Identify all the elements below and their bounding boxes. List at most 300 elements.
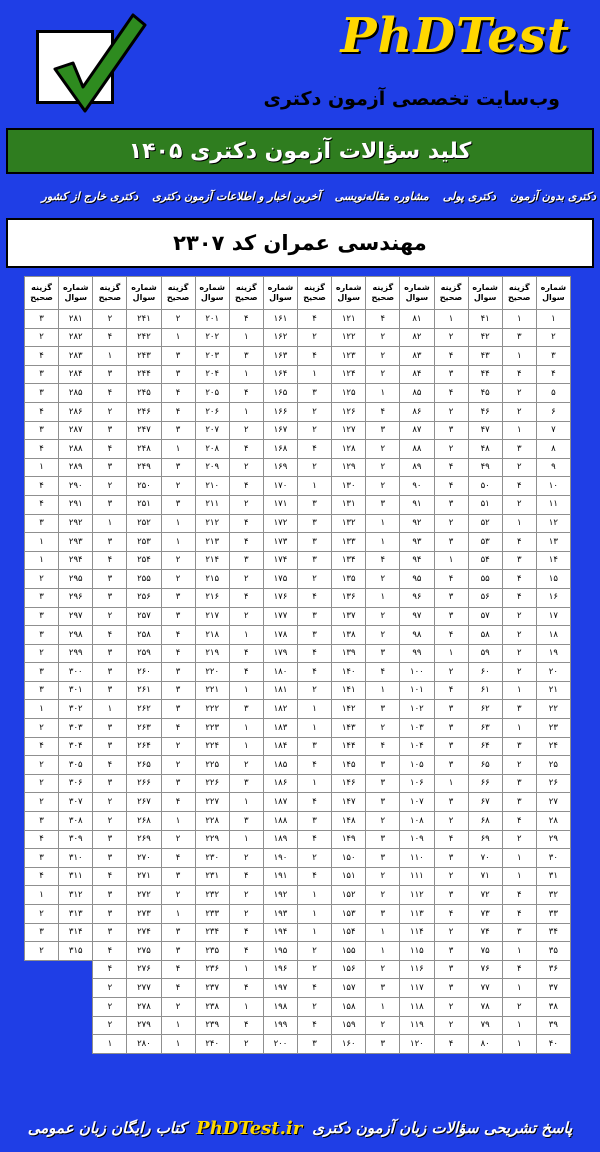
- correct-option-cell: ۲: [434, 402, 468, 421]
- correct-option-cell: ۳: [434, 421, 468, 440]
- question-number-cell: ۸۹: [400, 458, 434, 477]
- exam-title-box: [6, 218, 594, 268]
- correct-option-cell: ۳: [161, 347, 195, 366]
- correct-option-cell: ۴: [434, 830, 468, 849]
- nav-link[interactable]: آخرین اخبار و اطلاعات آزمون دکتری: [152, 190, 321, 203]
- question-number-cell: ۲۴۴: [127, 365, 161, 384]
- question-number-cell: ۲۰۱: [195, 310, 229, 329]
- question-number-cell: ۱۷۶: [263, 588, 297, 607]
- question-number-cell: ۵۲: [468, 514, 502, 533]
- correct-option-cell: ۳: [434, 979, 468, 998]
- question-number-cell: ۹۲: [400, 514, 434, 533]
- correct-option-cell: ۴: [434, 681, 468, 700]
- correct-option-cell: ۳: [434, 886, 468, 905]
- correct-option-cell: ۲: [502, 997, 536, 1016]
- question-number-cell: ۳۰۴: [59, 737, 93, 756]
- correct-option-cell: ۴: [93, 440, 127, 459]
- question-number-cell: ۱۶۴: [263, 365, 297, 384]
- question-number-cell: ۲۰۹: [195, 458, 229, 477]
- answer-key-table-wrap: [24, 276, 571, 1054]
- question-number-cell: ۲۴۵: [127, 384, 161, 403]
- correct-option-cell: ۳: [229, 347, 263, 366]
- correct-option-cell: ۴: [434, 1035, 468, 1054]
- question-number-cell: ۳۰۱: [59, 681, 93, 700]
- question-number-cell: ۲۸۷: [59, 421, 93, 440]
- question-number-cell: ۲۹۷: [59, 607, 93, 626]
- correct-option-cell: ۴: [229, 310, 263, 329]
- question-number-cell: ۱۰۸: [400, 812, 434, 831]
- correct-option-cell: ۱: [229, 830, 263, 849]
- correct-option-cell: ۳: [25, 514, 59, 533]
- question-number-cell: ۱۵۱: [332, 867, 366, 886]
- correct-option-cell: ۲: [93, 997, 127, 1016]
- question-number-cell: ۲۷۷: [127, 979, 161, 998]
- correct-option-cell: ۲: [366, 607, 400, 626]
- question-number-cell: ۱۳۳: [332, 533, 366, 552]
- correct-option-cell: ۲: [434, 867, 468, 886]
- question-number-cell: ۳۰۸: [59, 812, 93, 831]
- empty-cell: [25, 997, 59, 1016]
- correct-option-cell: ۴: [298, 1016, 332, 1035]
- correct-option-cell: ۳: [25, 310, 59, 329]
- question-number-cell: ۲۷۱: [127, 867, 161, 886]
- correct-option-cell: ۳: [434, 495, 468, 514]
- correct-option-cell: ۴: [25, 830, 59, 849]
- question-number-cell: ۲۳۸: [195, 997, 229, 1016]
- correct-option-cell: ۲: [25, 570, 59, 589]
- question-number-cell: ۲۴۸: [127, 440, 161, 459]
- question-number-cell: ۴۱: [468, 310, 502, 329]
- correct-option-cell: ۴: [161, 384, 195, 403]
- question-number-cell: ۷۳: [468, 905, 502, 924]
- header-question-number: شماره سوال: [127, 277, 161, 310]
- question-number-cell: ۱۰۲: [400, 700, 434, 719]
- question-number-cell: ۲۶۰: [127, 663, 161, 682]
- correct-option-cell: ۳: [434, 849, 468, 868]
- correct-option-cell: ۴: [229, 514, 263, 533]
- correct-option-cell: ۴: [298, 867, 332, 886]
- correct-option-cell: ۲: [93, 793, 127, 812]
- correct-option-cell: ۱: [25, 700, 59, 719]
- correct-option-cell: ۳: [25, 923, 59, 942]
- correct-option-cell: ۳: [502, 700, 536, 719]
- correct-option-cell: ۱: [502, 310, 536, 329]
- question-number-cell: ۶۳: [468, 719, 502, 738]
- table-header-row: [25, 277, 571, 310]
- correct-option-cell: ۱: [93, 347, 127, 366]
- question-number-cell: ۳۰۷: [59, 793, 93, 812]
- question-number-cell: ۸۰: [468, 1035, 502, 1054]
- correct-option-cell: ۱: [93, 1035, 127, 1054]
- correct-option-cell: ۳: [93, 737, 127, 756]
- exam-title: مهندسی عمران کد ۲۳۰۷: [173, 231, 427, 255]
- table-row: [25, 644, 571, 663]
- question-number-cell: ۷۷: [468, 979, 502, 998]
- correct-option-cell: ۲: [93, 1016, 127, 1035]
- correct-option-cell: ۱: [502, 421, 536, 440]
- correct-option-cell: ۴: [229, 477, 263, 496]
- correct-option-cell: ۴: [298, 830, 332, 849]
- correct-option-cell: ۲: [434, 514, 468, 533]
- correct-option-cell: ۲: [502, 756, 536, 775]
- question-number-cell: ۲۲۵: [195, 756, 229, 775]
- question-number-cell: ۵۰: [468, 477, 502, 496]
- question-number-cell: ۳: [536, 347, 570, 366]
- correct-option-cell: ۲: [366, 719, 400, 738]
- question-number-cell: ۱۱: [536, 495, 570, 514]
- correct-option-cell: ۴: [298, 756, 332, 775]
- header-correct-option: گزینه صحیح: [229, 277, 263, 310]
- question-number-cell: ۱۱۷: [400, 979, 434, 998]
- question-number-cell: ۶۷: [468, 793, 502, 812]
- correct-option-cell: ۳: [366, 830, 400, 849]
- question-number-cell: ۸۴: [400, 365, 434, 384]
- question-number-cell: ۴: [536, 365, 570, 384]
- question-number-cell: ۱۲۲: [332, 328, 366, 347]
- question-number-cell: ۱۹: [536, 644, 570, 663]
- correct-option-cell: ۳: [366, 644, 400, 663]
- correct-option-cell: ۴: [366, 402, 400, 421]
- question-number-cell: ۱۹۰: [263, 849, 297, 868]
- question-number-cell: ۱۰۴: [400, 737, 434, 756]
- correct-option-cell: ۴: [25, 440, 59, 459]
- question-number-cell: ۱۱۱: [400, 867, 434, 886]
- question-number-cell: ۱۵۵: [332, 942, 366, 961]
- correct-option-cell: ۴: [25, 402, 59, 421]
- question-number-cell: ۱۴۲: [332, 700, 366, 719]
- correct-option-cell: ۱: [366, 384, 400, 403]
- question-number-cell: ۱۲۵: [332, 384, 366, 403]
- correct-option-cell: ۳: [366, 700, 400, 719]
- question-number-cell: ۱۷۹: [263, 644, 297, 663]
- empty-cell: [59, 1035, 93, 1054]
- correct-option-cell: ۴: [229, 588, 263, 607]
- correct-option-cell: ۱: [229, 793, 263, 812]
- correct-option-cell: ۱: [229, 328, 263, 347]
- table-row: [25, 570, 571, 589]
- question-number-cell: ۱۸۰: [263, 663, 297, 682]
- table-row: [25, 719, 571, 738]
- question-number-cell: ۲۷: [536, 793, 570, 812]
- table-row: [25, 681, 571, 700]
- question-number-cell: ۳۰۵: [59, 756, 93, 775]
- question-number-cell: ۵۴: [468, 551, 502, 570]
- correct-option-cell: ۴: [25, 347, 59, 366]
- correct-option-cell: ۳: [298, 737, 332, 756]
- question-number-cell: ۱۷۸: [263, 626, 297, 645]
- question-number-cell: ۱۲۷: [332, 421, 366, 440]
- question-number-cell: ۱۷۳: [263, 533, 297, 552]
- question-number-cell: ۱۷۴: [263, 551, 297, 570]
- correct-option-cell: ۴: [93, 328, 127, 347]
- question-number-cell: ۴۴: [468, 365, 502, 384]
- correct-option-cell: ۲: [93, 402, 127, 421]
- correct-option-cell: ۲: [229, 849, 263, 868]
- correct-option-cell: ۲: [366, 1016, 400, 1035]
- correct-option-cell: ۴: [161, 644, 195, 663]
- correct-option-cell: ۲: [298, 849, 332, 868]
- correct-option-cell: ۲: [434, 1016, 468, 1035]
- nav-link[interactable]: مشاوره مقاله‌نویسی: [334, 190, 429, 203]
- correct-option-cell: ۳: [434, 737, 468, 756]
- empty-cell: [25, 960, 59, 979]
- correct-option-cell: ۱: [502, 1035, 536, 1054]
- correct-option-cell: ۲: [229, 421, 263, 440]
- question-number-cell: ۲۸۰: [127, 1035, 161, 1054]
- question-number-cell: ۱۹۹: [263, 1016, 297, 1035]
- correct-option-cell: ۴: [502, 365, 536, 384]
- question-number-cell: ۱۱۹: [400, 1016, 434, 1035]
- question-number-cell: ۱۶۸: [263, 440, 297, 459]
- correct-option-cell: ۳: [93, 830, 127, 849]
- question-number-cell: ۲۶۸: [127, 812, 161, 831]
- correct-option-cell: ۳: [93, 421, 127, 440]
- table-row: [25, 793, 571, 812]
- correct-option-cell: ۱: [161, 514, 195, 533]
- correct-option-cell: ۳: [229, 774, 263, 793]
- question-number-cell: ۲۳: [536, 719, 570, 738]
- question-number-cell: ۱۲۶: [332, 402, 366, 421]
- question-number-cell: ۱۱۸: [400, 997, 434, 1016]
- correct-option-cell: ۴: [298, 440, 332, 459]
- correct-option-cell: ۲: [366, 886, 400, 905]
- correct-option-cell: ۴: [229, 979, 263, 998]
- correct-option-cell: ۴: [93, 960, 127, 979]
- question-number-cell: ۱۳۹: [332, 644, 366, 663]
- empty-cell: [59, 960, 93, 979]
- correct-option-cell: ۲: [161, 886, 195, 905]
- question-number-cell: ۲۵۲: [127, 514, 161, 533]
- correct-option-cell: ۱: [298, 923, 332, 942]
- correct-option-cell: ۱: [502, 681, 536, 700]
- table-row: [25, 440, 571, 459]
- correct-option-cell: ۳: [502, 551, 536, 570]
- correct-option-cell: ۳: [161, 867, 195, 886]
- correct-option-cell: ۴: [93, 384, 127, 403]
- question-number-cell: ۵۷: [468, 607, 502, 626]
- question-number-cell: ۲۹۴: [59, 551, 93, 570]
- question-number-cell: ۴۷: [468, 421, 502, 440]
- correct-option-cell: ۱: [366, 681, 400, 700]
- question-number-cell: ۱۹۱: [263, 867, 297, 886]
- question-number-cell: ۲۰۶: [195, 402, 229, 421]
- correct-option-cell: ۴: [25, 495, 59, 514]
- question-number-cell: ۲۴۲: [127, 328, 161, 347]
- question-number-cell: ۹: [536, 458, 570, 477]
- question-number-cell: ۱۹۶: [263, 960, 297, 979]
- correct-option-cell: ۳: [229, 551, 263, 570]
- correct-option-cell: ۳: [502, 440, 536, 459]
- question-number-cell: ۲۰۸: [195, 440, 229, 459]
- correct-option-cell: ۱: [229, 365, 263, 384]
- correct-option-cell: ۱: [366, 588, 400, 607]
- correct-option-cell: ۳: [434, 607, 468, 626]
- question-number-cell: ۳۱۳: [59, 905, 93, 924]
- correct-option-cell: ۲: [229, 458, 263, 477]
- question-number-cell: ۳۱۵: [59, 942, 93, 961]
- table-row: [25, 756, 571, 775]
- empty-cell: [25, 979, 59, 998]
- correct-option-cell: ۴: [366, 310, 400, 329]
- header-question-number: شماره سوال: [400, 277, 434, 310]
- correct-option-cell: ۲: [229, 495, 263, 514]
- question-number-cell: ۹۳: [400, 533, 434, 552]
- question-number-cell: ۱۵۰: [332, 849, 366, 868]
- correct-option-cell: ۴: [298, 347, 332, 366]
- correct-option-cell: ۳: [366, 756, 400, 775]
- question-number-cell: ۱۴۳: [332, 719, 366, 738]
- correct-option-cell: ۳: [434, 588, 468, 607]
- question-number-cell: ۲۱۰: [195, 477, 229, 496]
- correct-option-cell: ۲: [25, 328, 59, 347]
- question-number-cell: ۲۹۲: [59, 514, 93, 533]
- correct-option-cell: ۱: [229, 737, 263, 756]
- question-number-cell: ۸۵: [400, 384, 434, 403]
- correct-option-cell: ۳: [161, 774, 195, 793]
- question-number-cell: ۶۶: [468, 774, 502, 793]
- question-number-cell: ۱۳۶: [332, 588, 366, 607]
- question-number-cell: ۷: [536, 421, 570, 440]
- question-number-cell: ۱۱۲: [400, 886, 434, 905]
- correct-option-cell: ۳: [366, 1035, 400, 1054]
- answer-key-table: [24, 276, 571, 1054]
- table-row: [25, 812, 571, 831]
- question-number-cell: ۱: [536, 310, 570, 329]
- footer-site-link[interactable]: PhDTest.ir: [196, 1117, 303, 1139]
- nav-link[interactable]: دکتری خارج از کشور: [41, 190, 139, 203]
- question-number-cell: ۶۲: [468, 700, 502, 719]
- correct-option-cell: ۳: [298, 607, 332, 626]
- question-number-cell: ۱۰۶: [400, 774, 434, 793]
- table-row: [25, 1016, 571, 1035]
- question-number-cell: ۱۲: [536, 514, 570, 533]
- table-row: [25, 551, 571, 570]
- correct-option-cell: ۳: [93, 570, 127, 589]
- correct-option-cell: ۱: [502, 514, 536, 533]
- question-number-cell: ۲۳۱: [195, 867, 229, 886]
- correct-option-cell: ۲: [434, 997, 468, 1016]
- footer-link-free-book[interactable]: کتاب رایگان زبان عمومی: [27, 1119, 187, 1137]
- correct-option-cell: ۴: [229, 867, 263, 886]
- correct-option-cell: ۳: [298, 1035, 332, 1054]
- correct-option-cell: ۳: [93, 533, 127, 552]
- question-number-cell: ۱۹۳: [263, 905, 297, 924]
- question-number-cell: ۲۶۹: [127, 830, 161, 849]
- correct-option-cell: ۱: [161, 1035, 195, 1054]
- question-number-cell: ۶۵: [468, 756, 502, 775]
- question-number-cell: ۲۲۳: [195, 719, 229, 738]
- correct-option-cell: ۳: [93, 681, 127, 700]
- table-row: [25, 867, 571, 886]
- correct-option-cell: ۴: [502, 886, 536, 905]
- question-number-cell: ۴۶: [468, 402, 502, 421]
- table-row: [25, 626, 571, 645]
- question-number-cell: ۸: [536, 440, 570, 459]
- nav-links: [0, 190, 600, 216]
- question-number-cell: ۲۵۰: [127, 477, 161, 496]
- correct-option-cell: ۴: [434, 477, 468, 496]
- question-number-cell: ۹۴: [400, 551, 434, 570]
- nav-link[interactable]: دکتری پولی: [442, 190, 496, 203]
- question-number-cell: ۶۸: [468, 812, 502, 831]
- question-number-cell: ۱۶: [536, 588, 570, 607]
- page-title: کلید سؤالات آزمون دکتری ۱۴۰۵: [128, 138, 472, 164]
- correct-option-cell: ۱: [161, 533, 195, 552]
- table-row: [25, 365, 571, 384]
- correct-option-cell: ۳: [161, 421, 195, 440]
- correct-option-cell: ۳: [298, 812, 332, 831]
- correct-option-cell: ۱: [161, 440, 195, 459]
- correct-option-cell: ۲: [502, 402, 536, 421]
- question-number-cell: ۲۷۵: [127, 942, 161, 961]
- question-number-cell: ۱۲۴: [332, 365, 366, 384]
- table-row: [25, 997, 571, 1016]
- question-number-cell: ۱۸۶: [263, 774, 297, 793]
- correct-option-cell: ۳: [93, 365, 127, 384]
- nav-link[interactable]: دکتری بدون آزمون: [509, 190, 596, 203]
- correct-option-cell: ۱: [229, 997, 263, 1016]
- header-correct-option: گزینه صحیح: [298, 277, 332, 310]
- correct-option-cell: ۳: [93, 458, 127, 477]
- question-number-cell: ۷۴: [468, 923, 502, 942]
- question-number-cell: ۱۱۶: [400, 960, 434, 979]
- correct-option-cell: ۲: [502, 663, 536, 682]
- question-number-cell: ۲۲۷: [195, 793, 229, 812]
- question-number-cell: ۱۳۵: [332, 570, 366, 589]
- question-number-cell: ۳۱۲: [59, 886, 93, 905]
- question-number-cell: ۳۰۳: [59, 719, 93, 738]
- question-number-cell: ۲۴۳: [127, 347, 161, 366]
- table-row: [25, 402, 571, 421]
- table-row: [25, 905, 571, 924]
- correct-option-cell: ۲: [502, 495, 536, 514]
- correct-option-cell: ۲: [93, 477, 127, 496]
- question-number-cell: ۳۷: [536, 979, 570, 998]
- correct-option-cell: ۳: [25, 626, 59, 645]
- question-number-cell: ۲۶۳: [127, 719, 161, 738]
- correct-option-cell: ۴: [93, 551, 127, 570]
- brand-logo-text: PhDTest: [340, 8, 570, 64]
- question-number-cell: ۳۰۹: [59, 830, 93, 849]
- header-correct-option: گزینه صحیح: [502, 277, 536, 310]
- question-number-cell: ۳۶: [536, 960, 570, 979]
- correct-option-cell: ۴: [298, 588, 332, 607]
- question-number-cell: ۲۸۳: [59, 347, 93, 366]
- header-question-number: شماره سوال: [195, 277, 229, 310]
- question-number-cell: ۲۴۰: [195, 1035, 229, 1054]
- question-number-cell: ۲۲۰: [195, 663, 229, 682]
- correct-option-cell: ۱: [502, 942, 536, 961]
- question-number-cell: ۲۸۵: [59, 384, 93, 403]
- question-number-cell: ۲۲۹: [195, 830, 229, 849]
- correct-option-cell: ۴: [502, 905, 536, 924]
- question-number-cell: ۲۹۳: [59, 533, 93, 552]
- correct-option-cell: ۳: [298, 514, 332, 533]
- footer-link-language-answers[interactable]: پاسخ تشریحی سؤالات زبان آزمون دکتری: [312, 1119, 573, 1137]
- correct-option-cell: ۳: [93, 923, 127, 942]
- question-number-cell: ۸۶: [400, 402, 434, 421]
- question-number-cell: ۴۸: [468, 440, 502, 459]
- question-number-cell: ۱۸۸: [263, 812, 297, 831]
- correct-option-cell: ۳: [25, 384, 59, 403]
- correct-option-cell: ۴: [93, 867, 127, 886]
- question-number-cell: ۲۳۶: [195, 960, 229, 979]
- correct-option-cell: ۲: [25, 774, 59, 793]
- question-number-cell: ۲۵۵: [127, 570, 161, 589]
- correct-option-cell: ۱: [298, 719, 332, 738]
- correct-option-cell: ۳: [366, 793, 400, 812]
- question-number-cell: ۴۹: [468, 458, 502, 477]
